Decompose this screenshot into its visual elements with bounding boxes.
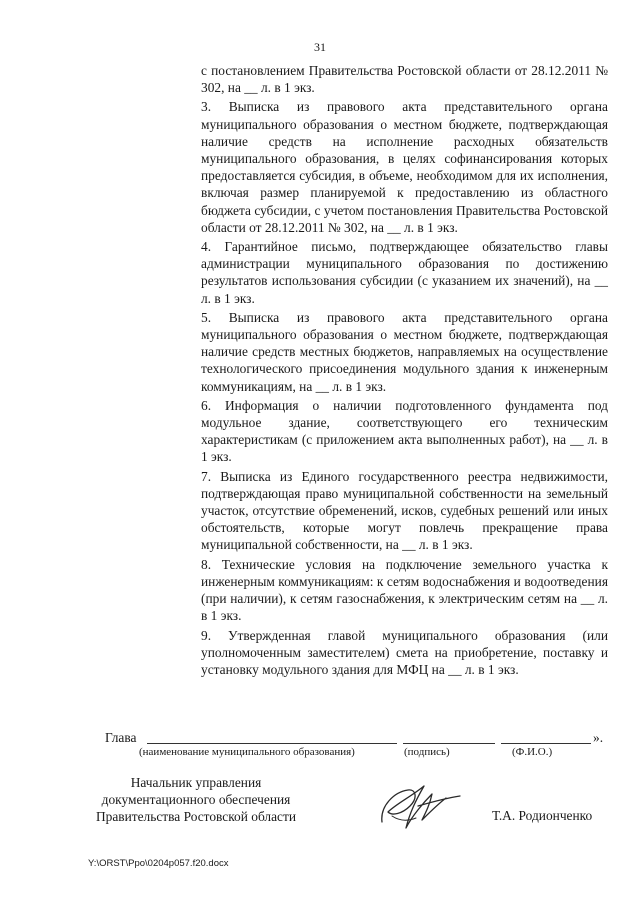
- caption-signature: (подпись): [404, 746, 450, 758]
- paragraph-item-3: 3. Выписка из правового акта представительного органа муниципального образования о местном бюджете, подтверждающая наличие средств на исполнение расходных обязательств муниципального образования, в целях софинансирования которых предоставляется субсидия, в объеме, необходимом для их исполнения, включая размер планируемой к предоставлению из областного бюджета субсидии, с учетом постановления Правительства Ростовской области от 28.12.2011 № 302, на __ л. в 1 экз.: [201, 99, 608, 235]
- paragraph-item-9: 9. Утвержденная главой муниципального образования (или уполномоченным заместителем) смета на приобретение, поставку и установку модульного здания для МФЦ на __ л. в 1 экз.: [201, 627, 608, 677]
- paragraph-item-6: 6. Информация о наличии подготовленного фундамента под модульное здание, соответствующего его техническим характеристикам (с приложением акта выполненных работ), на __ л. в 1 экз.: [201, 397, 608, 465]
- caption-municipality-name: (наименование муниципального образования): [139, 746, 355, 758]
- municipality-name-blank: [147, 743, 397, 744]
- file-path: Y:\ORST\Ppo\0204p057.f20.docx: [88, 858, 229, 869]
- paragraph-item-8: 8. Технические условия на подключение земельного участка к инженерным коммуникациям: к сетям водоснабжения и водоотведения (при наличии), к сетям газоснабжения, к электрическим сетям на __ л. в 1 экз.: [201, 556, 608, 624]
- signature-line-label: Глава: [105, 730, 137, 745]
- page-number: 31: [314, 40, 326, 54]
- signatory-position-line-2: документационного обеспечения: [101, 792, 291, 808]
- full-name-blank: [501, 743, 591, 744]
- handwritten-signature: [372, 776, 468, 838]
- caption-full-name: (Ф.И.О.): [512, 746, 553, 758]
- signature-line-end: ».: [593, 730, 604, 745]
- paragraph-item-5: 5. Выписка из правового акта представительного органа муниципального образования о местном бюджете, подтверждающая наличие средств местных бюджетов, направляемых на осуществление технологического присоединения модульного здания к инженерным коммуникациям, на __ л. в 1 экз.: [201, 309, 608, 394]
- document-body: [201, 62, 608, 680]
- signature-blank: [403, 743, 495, 744]
- paragraph-item-4: 4. Гарантийное письмо, подтверждающее обязательство главы администрации муниципального образования по достижению результатов использования субсидии (с указанием их значений), на __ л. в 1 экз.: [201, 239, 608, 306]
- signatory-name: Т.А. Родионченко: [492, 808, 593, 823]
- paragraph-item-7: 7. Выписка из Единого государственного реестра недвижимости, подтверждающая право муниципальной собственности на земельный участок, отсутствие обременений, исков, судебных решений или иных обстоятельств, которые могут повлечь прекращение права муниципальной собственности, на __ л. в 1 экз.: [201, 468, 608, 553]
- paragraph-continuation: с постановлением Правительства Ростовской области от 28.12.2011 № 302, на __ л. в 1 экз.: [201, 63, 608, 96]
- signatory-position-line-3: Правительства Ростовской области: [95, 809, 297, 825]
- signatory-position: [90, 774, 302, 826]
- signatory-position-line-1: Начальник управления: [130, 775, 262, 790]
